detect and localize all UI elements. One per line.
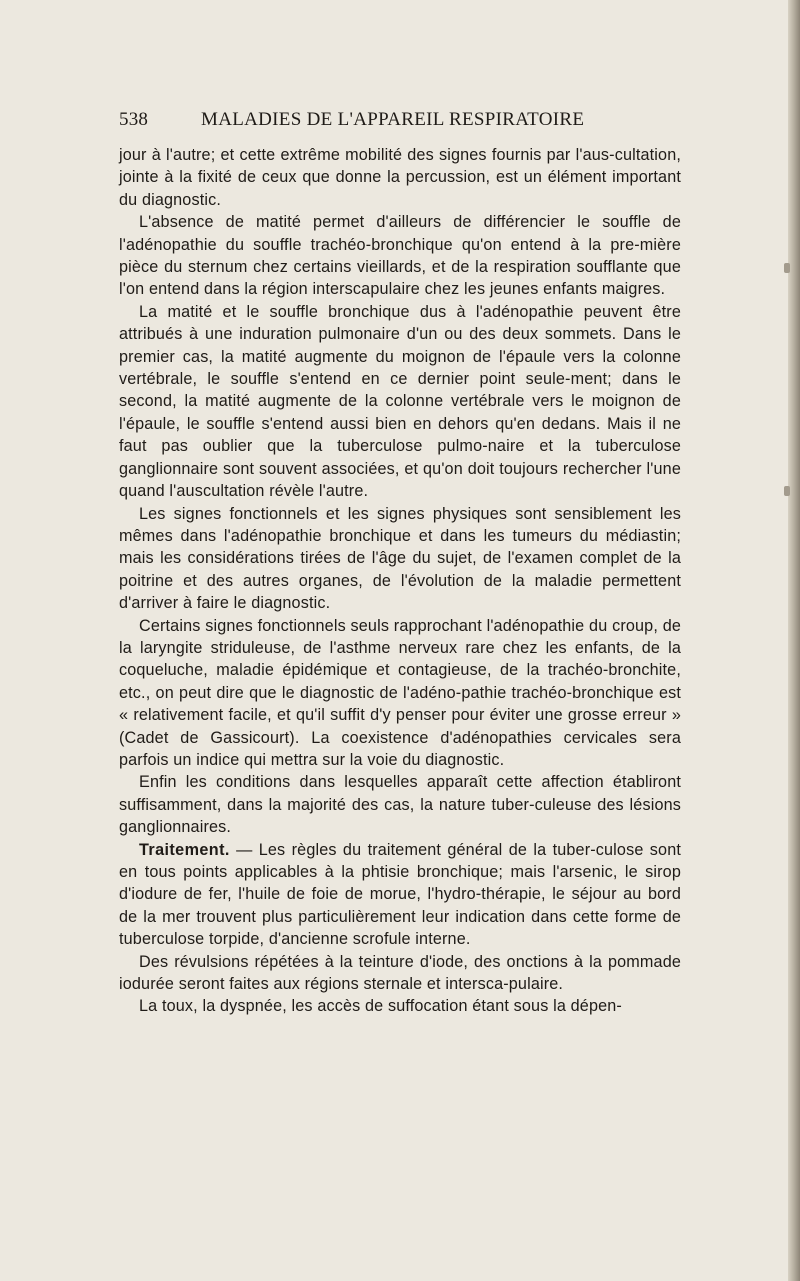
page-number: 538 (119, 109, 149, 130)
paragraph-text: Les signes fonctionnels et les signes physiques sont sensiblement les mêmes dans l'adénopathie bronchique et dans les tumeurs du médiastin; mais les considérations tirées de l'âge du sujet, de l'examen complet de la poitrine et des autres organes, de l'évolution de la maladie permettent d'arriver à faire le diagnostic. (119, 504, 681, 613)
paragraph (119, 503, 681, 615)
paragraph-text: L'absence de matité permet d'ailleurs de différencier le souffle de l'adénopathie du souffle trachéo-bronchique qu'on entend à la pre-mière pièce du sternum chez certains vieillards, et de la respiration soufflante que l'on entend dans la région interscapulaire chez les jeunes enfants maigres. (119, 213, 681, 299)
section-heading-treatment: Traitement. (139, 840, 230, 859)
paragraph-text: La matité et le souffle bronchique dus à l'adénopathie peuvent être attribués à une induration pulmonaire d'un ou des deux sommets. Dans le premier cas, la matité augmente du moignon de l'épaule vers la colonne vertébrale, le souffle s'entend en ce dernier point seule-ment; dans le second, la matité augmente de la colonne vertébrale vers le moignon de l'épaule, le souffle s'entend aussi bien en dehors qu'en dedans. Mais il ne faut pas oublier que la tuberculose pulmo-naire et la tuberculose ganglionnaire sont souvent associées, et qu'on doit toujours rechercher l'une quand l'auscultation révèle l'autre. (119, 302, 681, 501)
paragraph (119, 301, 681, 503)
paragraph (119, 995, 681, 1017)
paragraph-text: Des révulsions répétées à la teinture d'iode, des onctions à la pommade iodurée seront faites aux régions sternale et intersca-pulaire. (119, 952, 681, 994)
paragraph-text: — Les règles du traitement général de la tuber-culose sont en tous points applicables à la phtisie bronchique; mais l'arsenic, le sirop d'iodure de fer, l'huile de foie de morue, l'hydro-thérapie, le séjour au bord de la mer trouvent plus particulièrement leur indication dans cette forme de tuberculose torpide, d'ancienne scrofule interne. (119, 840, 681, 949)
page-edge-mark (784, 263, 790, 273)
paragraph (119, 144, 681, 211)
paragraph (119, 771, 681, 838)
page-edge-mark (784, 486, 790, 496)
paragraph-text: jour à l'autre; et cette extrême mobilité des signes fournis par l'aus-cultation, jointe à la fixité de ceux que donne la percussion, est un élément important du diagnostic. (119, 146, 681, 209)
page-edge-shadow (788, 0, 800, 1281)
paragraph (119, 951, 681, 996)
running-header (119, 109, 679, 133)
paragraph-text: Enfin les conditions dans lesquelles apparaît cette affection établiront suffisamment, dans la majorité des cas, la nature tuber-culeuse des lésions ganglionnaires. (119, 773, 681, 837)
treatment-paragraph (119, 839, 681, 951)
page-text (119, 144, 681, 1018)
paragraph-text: La toux, la dyspnée, les accès de suffocation étant sous la dépen- (139, 997, 622, 1016)
paragraph-text: Certains signes fonctionnels seuls rapprochant l'adénopathie du croup, de la laryngite striduleuse, de l'asthme nerveux rare chez les enfants, de la coqueluche, maladie épidémique et contagieuse, de la trachéo-bronchite, etc., on peut dire que le diagnostic de l'adéno-pathie trachéo-bronchique est « relativement facile, et qu'il suffit d'y penser pour éviter une grosse erreur » (Cadet de Gassicourt). La coexistence d'adénopathies cervicales sera parfois un indice qui mettra sur la voie du diagnostic. (119, 616, 681, 769)
paragraph (119, 211, 681, 301)
running-title: MALADIES DE L'APPAREIL RESPIRATOIRE (201, 109, 585, 130)
paragraph (119, 615, 681, 772)
